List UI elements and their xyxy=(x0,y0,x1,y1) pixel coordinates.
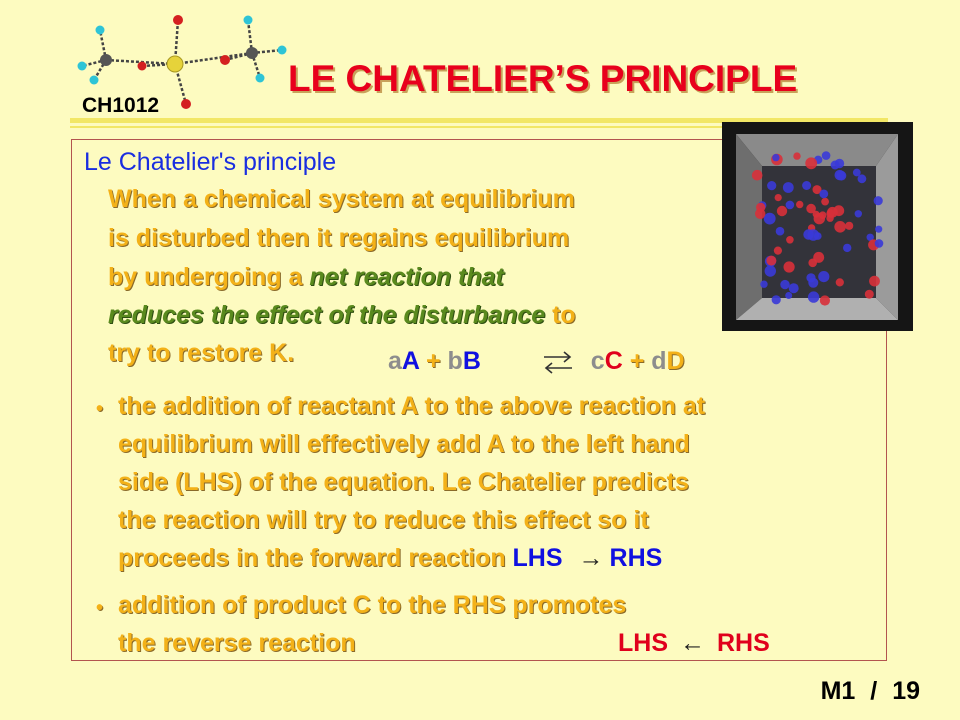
particle xyxy=(802,181,811,190)
bullet-line: the addition of reactant A to the above reaction at xyxy=(118,392,706,420)
page-title: LE CHATELIER’S PRINCIPLE xyxy=(288,58,798,99)
particle xyxy=(808,278,818,288)
intro-emphasis: reduces the effect of the disturbance xyxy=(108,301,546,329)
particle xyxy=(821,198,829,206)
species-D: D xyxy=(666,347,685,375)
particle xyxy=(766,256,776,266)
particle xyxy=(783,182,794,193)
rhs-label: RHS xyxy=(717,629,770,657)
particle xyxy=(875,226,882,233)
intro-emphasis: net reaction that xyxy=(309,263,504,291)
particle xyxy=(789,283,799,293)
particle xyxy=(869,276,880,287)
page-separator: / xyxy=(870,677,878,705)
particle xyxy=(774,247,782,255)
module-label: M1 xyxy=(820,677,856,705)
particle xyxy=(818,271,829,282)
intro-line-text: to xyxy=(545,301,576,329)
coef-d: d xyxy=(651,347,667,375)
coef-a: a xyxy=(388,347,402,375)
bullet-line xyxy=(118,546,662,571)
particle xyxy=(764,213,776,225)
bullet-line-text: proceeds in the forward reaction xyxy=(118,544,513,572)
intro-line-text: by undergoing a xyxy=(108,263,310,291)
particle xyxy=(786,201,795,210)
particle xyxy=(843,244,851,252)
particle xyxy=(772,154,779,161)
particle xyxy=(767,181,776,190)
bullet-marker: • xyxy=(96,398,104,420)
particle xyxy=(831,161,840,170)
particle xyxy=(752,170,763,181)
bullet-line: the reaction will try to reduce this effect so it xyxy=(118,506,649,534)
particle-simulation-image xyxy=(722,122,913,331)
particle xyxy=(819,190,828,199)
particle xyxy=(875,239,884,248)
species-C: C xyxy=(604,347,623,375)
lhs-label: LHS xyxy=(618,629,668,657)
coef-c: c xyxy=(590,347,605,375)
particle xyxy=(826,215,833,222)
species-B: B xyxy=(462,347,481,375)
particle xyxy=(833,205,844,216)
particle xyxy=(775,194,782,201)
particle xyxy=(845,222,853,230)
rhs-label: RHS xyxy=(609,544,663,572)
reaction-equation xyxy=(388,347,685,376)
particle xyxy=(806,204,816,214)
left-arrow-icon: ← xyxy=(680,629,705,657)
particle xyxy=(874,196,883,205)
bullet-line: side (LHS) of the equation. Le Chatelier predicts xyxy=(118,468,689,496)
reverse-direction xyxy=(618,631,770,656)
coef-b: b xyxy=(447,347,463,375)
particle xyxy=(835,170,845,180)
course-code: CH1012 xyxy=(82,94,160,117)
particle xyxy=(813,252,824,263)
particle xyxy=(772,295,781,304)
particle xyxy=(786,236,794,244)
particle xyxy=(805,157,817,169)
particle xyxy=(822,151,831,160)
particle xyxy=(834,221,846,233)
particle xyxy=(776,227,785,236)
intro-line: is disturbed then it regains equilibrium xyxy=(108,224,570,252)
particle xyxy=(836,278,844,286)
bullet-line: the reverse reaction xyxy=(118,629,356,657)
equilibrium-arrows-icon xyxy=(540,344,576,380)
plus-sign: + xyxy=(622,347,652,375)
bullet-line: equilibrium will effectively add A to the left hand xyxy=(118,430,690,458)
intro-line xyxy=(108,303,576,328)
particle xyxy=(796,201,803,208)
page-number: 19 xyxy=(892,677,920,705)
species-A: A xyxy=(401,347,420,375)
principle-heading: Le Chatelier's principle xyxy=(84,148,337,176)
particle xyxy=(808,291,819,302)
intro-line: When a chemical system at equilibrium xyxy=(108,185,575,213)
intro-line: try to restore K. xyxy=(108,339,295,367)
particle xyxy=(814,213,825,224)
particle xyxy=(785,292,792,299)
particle xyxy=(780,280,789,289)
particle xyxy=(777,206,787,216)
particle xyxy=(865,290,874,299)
particle xyxy=(765,265,776,276)
particle xyxy=(784,261,795,272)
right-arrow-icon: → xyxy=(578,544,604,572)
bullet-line: addition of product C to the RHS promotes xyxy=(118,591,627,619)
particle xyxy=(858,174,867,183)
slide-number xyxy=(821,677,920,706)
intro-line xyxy=(108,265,504,290)
particle xyxy=(855,210,862,217)
particle xyxy=(820,295,830,305)
particle xyxy=(760,281,767,288)
bullet-marker: • xyxy=(96,597,104,619)
particle xyxy=(808,229,820,241)
plus-sign: + xyxy=(419,347,448,375)
lhs-label: LHS xyxy=(512,544,563,572)
particle xyxy=(793,152,800,159)
particle xyxy=(756,203,765,212)
